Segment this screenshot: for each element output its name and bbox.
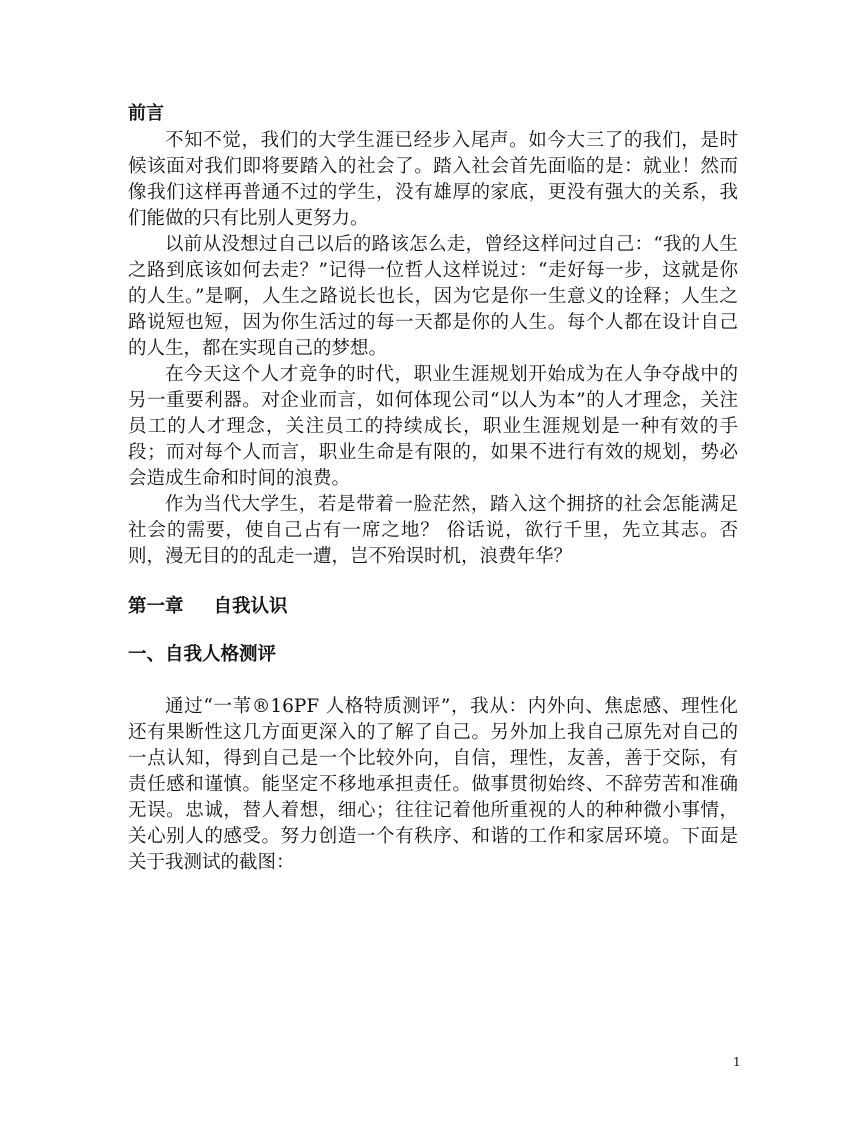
chapter-title: 自我认识 bbox=[213, 596, 288, 617]
page-number: 1 bbox=[733, 1055, 741, 1069]
page-content bbox=[128, 100, 738, 876]
section-paragraph: 通过“一苇®16PF 人格特质测评”，我从：内外向、焦虑感、理性化还有果断性这几方面更深入的了解了自己。另外加上我自己原先对自己的一点认知，得到自己是一个比较外向，自信，理性，友善，善于交际，有责任感和谨慎。能坚定不移地承担责任。做事贯彻始终、不辞劳苦和准确无误。忠诚，替人着想，细心；往往记着他所重视的人的种种微小事情，关心别人的感受。努力创造一个有秩序、和谐的工作和家居环境。下面是关于我测试的截图： bbox=[128, 696, 738, 873]
preface-paragraph-2: 以前从没想过自己以后的路该怎么走，曾经这样问过自己：“我的人生之路到底该如何去走？”记得一位哲人这样说过：“走好每一步，这就是你的人生。”是啊，人生之路说长也长，因为它是你一生意义的诠释；人生之路说短也短，因为你生活过的每一天都是你的人生。每个人都在设计自己的人生，都在实现自己的梦想。 bbox=[128, 234, 738, 359]
chapter-number: 第一章 bbox=[128, 596, 184, 617]
preface-paragraph-1: 不知不觉，我们的大学生涯已经步入尾声。如今大三了的我们，是时候该面对我们即将要踏入的社会了。踏入社会首先面临的是：就业！然而像我们这样再普通不过的学生，没有雄厚的家底，更没有强大的关系，我们能做的只有比别人更努力。 bbox=[128, 130, 738, 229]
preface-title: 前言 bbox=[128, 103, 164, 124]
preface-paragraph-3: 在今天这个人才竞争的时代，职业生涯规划开始成为在人争夺战中的另一重要利器。对企业而言，如何体现公司“以人为本”的人才理念，关注员工的人才理念，关注员工的持续成长，职业生涯规划是一种有效的手段；而对每个人而言，职业生命是有限的，如果不进行有效的规划，势必会造成生命和时间的浪费。 bbox=[128, 364, 738, 489]
section-heading: 一、自我人格测评 bbox=[128, 644, 277, 665]
preface-paragraph-4: 作为当代大学生，若是带着一脸茫然，踏入这个拥挤的社会怎能满足社会的需要，使自己占有一席之地？ 俗话说，欲行千里，先立其志。否则，漫无目的的乱走一遭，岂不殆误时机，浪费年华？ bbox=[128, 494, 738, 567]
chapter-heading bbox=[128, 594, 738, 620]
